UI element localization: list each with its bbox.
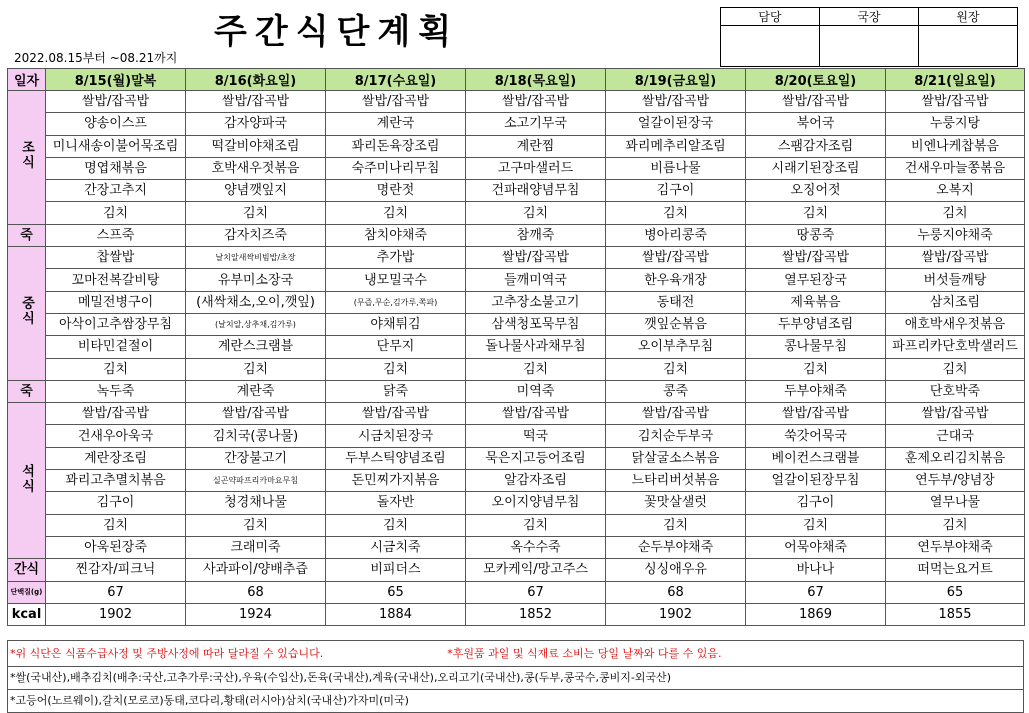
menu-item[interactable]: 꽈리고추멸치볶음: [46, 470, 186, 492]
porridge2-cell[interactable]: 미역죽: [466, 380, 606, 402]
breakfast-label-text: 조식: [19, 140, 34, 171]
menu-item[interactable]: 야채튀김: [326, 313, 466, 335]
kcal-cell[interactable]: 1852: [466, 603, 606, 625]
porridge1-row: [8, 224, 1025, 246]
menu-item[interactable]: 순두부야채죽: [606, 536, 746, 558]
day-header: 8/19(금요일): [606, 69, 746, 91]
menu-item[interactable]: 김치: [606, 202, 746, 224]
protein-cell[interactable]: 67: [466, 581, 606, 603]
menu-item[interactable]: 누룽지탕: [886, 113, 1025, 135]
menu-item[interactable]: 쌀밥/잡곡밥: [326, 91, 466, 113]
menu-item[interactable]: 김치: [606, 514, 746, 536]
menu-item[interactable]: 김구이: [746, 492, 886, 514]
menu-item[interactable]: 두부스틱양념조림: [326, 447, 466, 469]
menu-item[interactable]: 김치: [46, 514, 186, 536]
dinner-row: [8, 492, 1025, 514]
menu-item[interactable]: 시금치죽: [326, 536, 466, 558]
menu-item[interactable]: 명엽채볶음: [46, 157, 186, 179]
protein-cell[interactable]: 68: [186, 581, 326, 603]
menu-item[interactable]: 어묵야채죽: [746, 536, 886, 558]
menu-item[interactable]: 김치: [606, 358, 746, 380]
breakfast-row: [8, 157, 1025, 179]
porridge1-cell[interactable]: 병아리콩죽: [606, 224, 746, 246]
dinner-row: [8, 425, 1025, 447]
menu-item[interactable]: 김치: [746, 358, 886, 380]
date-header-row: [8, 69, 1025, 91]
menu-item[interactable]: 연두부/양념장: [886, 470, 1025, 492]
menu-item[interactable]: 돌자반: [326, 492, 466, 514]
kcal-label: kcal: [8, 603, 46, 625]
note-supply: *위 식단은 식품수급사정 및 주방사정에 따라 달라질 수 있습니다.: [10, 647, 324, 660]
porridge1-cell[interactable]: 감자치즈죽: [186, 224, 326, 246]
menu-item[interactable]: 계란찜: [466, 135, 606, 157]
menu-item[interactable]: 아욱된장죽: [46, 536, 186, 558]
menu-item[interactable]: 쌀밥/잡곡밥: [326, 403, 466, 425]
menu-item[interactable]: 김치순두부국: [606, 425, 746, 447]
menu-item[interactable]: 연두부야채죽: [886, 536, 1025, 558]
approval-staff: 담당: [721, 8, 820, 26]
breakfast-row: [8, 180, 1025, 202]
period-text: 2022.08.15부터 ~08.21까지: [14, 51, 178, 65]
menu-item[interactable]: (날치알,상추채,김가루): [186, 313, 326, 335]
day-header: 8/16(화요일): [186, 69, 326, 91]
porridge-label: 죽: [8, 224, 46, 246]
menu-item[interactable]: 메밀전병구이: [46, 291, 186, 313]
menu-item[interactable]: 김치: [746, 514, 886, 536]
menu-item[interactable]: 청경채나물: [186, 492, 326, 514]
menu-item[interactable]: 양념깻잎지: [186, 180, 326, 202]
menu-item[interactable]: 느타리버섯볶음: [606, 470, 746, 492]
menu-item[interactable]: 미니새송이불어묵조림: [46, 135, 186, 157]
porridge2-row: [8, 380, 1025, 402]
menu-item[interactable]: 깻잎순볶음: [606, 313, 746, 335]
signature-cell[interactable]: [820, 26, 919, 67]
menu-item[interactable]: 떡국: [466, 425, 606, 447]
menu-item[interactable]: 계란국: [326, 113, 466, 135]
note-donation: *후원품 과일 및 식재료 소비는 당일 날짜와 다를 수 있음.: [447, 647, 722, 660]
menu-item[interactable]: 김치: [46, 202, 186, 224]
dinner-row: [8, 470, 1025, 492]
protein-row: [8, 581, 1025, 603]
day-header: 8/15(월)말복: [46, 69, 186, 91]
menu-item[interactable]: 김치: [746, 202, 886, 224]
dinner-label-text: 석식: [19, 463, 34, 494]
menu-item[interactable]: 꽃맛살샐럿: [606, 492, 746, 514]
menu-item[interactable]: 열무나물: [886, 492, 1025, 514]
menu-item[interactable]: 양송이스프: [46, 113, 186, 135]
menu-item[interactable]: 동태전: [606, 291, 746, 313]
porridge1-cell[interactable]: 누룽지야채죽: [886, 224, 1025, 246]
lunch-row: [8, 336, 1025, 358]
menu-item[interactable]: 감자양파국: [186, 113, 326, 135]
menu-item[interactable]: 훈제오리김치볶음: [886, 447, 1025, 469]
menu-item[interactable]: 건새우마늘쫑볶음: [886, 157, 1025, 179]
menu-item[interactable]: (새싹채소,오이,깻잎): [186, 291, 326, 313]
approval-director: 국장: [820, 8, 919, 26]
menu-item[interactable]: 계란스크램블: [186, 336, 326, 358]
menu-item[interactable]: 시금치된장국: [326, 425, 466, 447]
menu-item[interactable]: 스팸감자조림: [746, 135, 886, 157]
menu-item[interactable]: 베이컨스크램블: [746, 447, 886, 469]
menu-item[interactable]: 유부미소장국: [186, 269, 326, 291]
menu-item[interactable]: 숙주미나리무침: [326, 157, 466, 179]
menu-item[interactable]: 찹쌀밥: [46, 247, 186, 269]
breakfast-row: [8, 113, 1025, 135]
breakfast-row: [8, 91, 1025, 113]
protein-cell[interactable]: 67: [746, 581, 886, 603]
menu-item[interactable]: 쌀밥/잡곡밥: [46, 403, 186, 425]
menu-item[interactable]: 북어국: [746, 113, 886, 135]
snack-cell[interactable]: 찐감자/피크닉: [46, 559, 186, 581]
menu-item[interactable]: 김치: [886, 514, 1025, 536]
menu-item[interactable]: 김치: [186, 358, 326, 380]
menu-item[interactable]: 비타민겉절이: [46, 336, 186, 358]
kcal-cell[interactable]: 1855: [886, 603, 1025, 625]
menu-item[interactable]: 김치: [326, 514, 466, 536]
kcal-cell[interactable]: 1924: [186, 603, 326, 625]
menu-item[interactable]: 날치알새싹비빔밥/초장: [186, 247, 326, 269]
dinner-label: [8, 403, 46, 559]
snack-cell[interactable]: 떠먹는요거트: [886, 559, 1025, 581]
menu-item[interactable]: 김치: [186, 514, 326, 536]
snack-row: [8, 559, 1025, 581]
menu-item[interactable]: 삼색청포묵무침: [466, 313, 606, 335]
menu-item[interactable]: 김치: [466, 202, 606, 224]
menu-item[interactable]: 삼치조림: [886, 291, 1025, 313]
menu-item[interactable]: 오이지양념무침: [466, 492, 606, 514]
menu-item[interactable]: 고추장소불고기: [466, 291, 606, 313]
menu-item[interactable]: 간장고추지: [46, 180, 186, 202]
menu-item[interactable]: 명란젓: [326, 180, 466, 202]
menu-item[interactable]: 쌀밥/잡곡밥: [466, 91, 606, 113]
menu-item[interactable]: 김치: [326, 202, 466, 224]
protein-cell[interactable]: 67: [46, 581, 186, 603]
day-header: 8/21(일요일): [886, 69, 1025, 91]
menu-item[interactable]: 얼갈이된장국: [606, 113, 746, 135]
menu-item[interactable]: 실곤약파프리카마요무침: [186, 470, 326, 492]
menu-item[interactable]: 쌀밥/잡곡밥: [746, 403, 886, 425]
menu-item[interactable]: 김치: [46, 358, 186, 380]
breakfast-row: [8, 135, 1025, 157]
menu-item[interactable]: 쌀밥/잡곡밥: [746, 91, 886, 113]
menu-item[interactable]: 간장불고기: [186, 447, 326, 469]
date-label: 일자: [8, 69, 46, 91]
menu-item[interactable]: 비름나물: [606, 157, 746, 179]
day-header: 8/17(수요일): [326, 69, 466, 91]
snack-cell[interactable]: 싱싱애우유: [606, 559, 746, 581]
lunch-row: [8, 291, 1025, 313]
porridge1-cell[interactable]: 스프죽: [46, 224, 186, 246]
lunch-row: [8, 269, 1025, 291]
menu-item[interactable]: 근대국: [886, 425, 1025, 447]
menu-item[interactable]: 김치국(콩나물): [186, 425, 326, 447]
lunch-row: [8, 358, 1025, 380]
menu-item[interactable]: 김치: [466, 358, 606, 380]
menu-item[interactable]: 아삭이고추쌈장무침: [46, 313, 186, 335]
menu-item[interactable]: 꽈리돈육장조림: [326, 135, 466, 157]
porridge2-cell[interactable]: 콩죽: [606, 380, 746, 402]
kcal-cell[interactable]: 1869: [746, 603, 886, 625]
menu-item[interactable]: 알감자조림: [466, 470, 606, 492]
menu-item[interactable]: 크래미죽: [186, 536, 326, 558]
menu-item[interactable]: 파프리카단호박샐러드: [886, 336, 1025, 358]
protein-cell[interactable]: 68: [606, 581, 746, 603]
kcal-cell[interactable]: 1884: [326, 603, 466, 625]
menu-table: [7, 68, 1025, 626]
lunch-label-text: 중식: [19, 296, 34, 327]
menu-item[interactable]: 떡갈비야채조림: [186, 135, 326, 157]
porridge1-cell[interactable]: 땅콩죽: [746, 224, 886, 246]
menu-item[interactable]: 쌀밥/잡곡밥: [186, 403, 326, 425]
menu-item[interactable]: 쌀밥/잡곡밥: [466, 247, 606, 269]
lunch-label: [8, 247, 46, 381]
signature-cell[interactable]: [721, 26, 820, 67]
menu-item[interactable]: 계란장조림: [46, 447, 186, 469]
menu-item[interactable]: 김치: [886, 358, 1025, 380]
menu-item[interactable]: 오징어젓: [746, 180, 886, 202]
menu-item[interactable]: 한우육개장: [606, 269, 746, 291]
menu-item[interactable]: 애호박새우젓볶음: [886, 313, 1025, 335]
menu-item[interactable]: 시래기된장조림: [746, 157, 886, 179]
snack-cell[interactable]: 사과파이/양배추즙: [186, 559, 326, 581]
dinner-row: [8, 536, 1025, 558]
menu-item[interactable]: 쌀밥/잡곡밥: [606, 91, 746, 113]
page-title: 주간식단계획: [214, 12, 460, 52]
menu-item[interactable]: 쌀밥/잡곡밥: [46, 91, 186, 113]
porridge2-cell[interactable]: 계란죽: [186, 380, 326, 402]
menu-item[interactable]: 호박새우젓볶음: [186, 157, 326, 179]
lunch-row: [8, 247, 1025, 269]
menu-item[interactable]: 건파래양념무침: [466, 180, 606, 202]
menu-item[interactable]: 건새우아욱국: [46, 425, 186, 447]
menu-item[interactable]: 꼬마전복갈비탕: [46, 269, 186, 291]
menu-item[interactable]: 꽈리메추리알조림: [606, 135, 746, 157]
menu-item[interactable]: 쌀밥/잡곡밥: [746, 247, 886, 269]
porridge2-cell[interactable]: 단호박죽: [886, 380, 1025, 402]
approval-box: [720, 7, 1018, 67]
menu-item[interactable]: 단무지: [326, 336, 466, 358]
snack-cell[interactable]: 모카케익/망고주스: [466, 559, 606, 581]
menu-item[interactable]: 열무된장국: [746, 269, 886, 291]
menu-item[interactable]: 얼갈이된장무침: [746, 470, 886, 492]
menu-item[interactable]: 김치: [326, 358, 466, 380]
menu-item[interactable]: 쌀밥/잡곡밥: [466, 403, 606, 425]
lunch-row: [8, 313, 1025, 335]
menu-item[interactable]: 추가밥: [326, 247, 466, 269]
protein-cell[interactable]: 65: [886, 581, 1025, 603]
porridge2-cell[interactable]: 닭죽: [326, 380, 466, 402]
kcal-cell[interactable]: 1902: [606, 603, 746, 625]
menu-item[interactable]: 버섯들깨탕: [886, 269, 1025, 291]
snack-cell[interactable]: 바나나: [746, 559, 886, 581]
menu-item[interactable]: 쌀밥/잡곡밥: [886, 403, 1025, 425]
menu-item[interactable]: (무즙,무순,김가루,쪽파): [326, 291, 466, 313]
menu-item[interactable]: 김치: [186, 202, 326, 224]
menu-item[interactable]: 오이부추무침: [606, 336, 746, 358]
menu-item[interactable]: 쑥갓어묵국: [746, 425, 886, 447]
day-header: 8/20(토요일): [746, 69, 886, 91]
menu-item[interactable]: 김치: [466, 514, 606, 536]
menu-item[interactable]: 제육볶음: [746, 291, 886, 313]
menu-item[interactable]: 콩나물무침: [746, 336, 886, 358]
protein-label: 단백질(g): [8, 581, 46, 603]
day-header: 8/18(목요일): [466, 69, 606, 91]
menu-item[interactable]: 비엔나케찹볶음: [886, 135, 1025, 157]
menu-item[interactable]: 두부양념조림: [746, 313, 886, 335]
porridge1-cell[interactable]: 참치야채죽: [326, 224, 466, 246]
menu-item[interactable]: 들깨미역국: [466, 269, 606, 291]
menu-item[interactable]: 돌나물사과채무침: [466, 336, 606, 358]
menu-item[interactable]: 닭살굴소스볶음: [606, 447, 746, 469]
menu-item[interactable]: 김치: [886, 202, 1025, 224]
menu-item[interactable]: 김구이: [606, 180, 746, 202]
menu-item[interactable]: 묵은지고등어조림: [466, 447, 606, 469]
menu-item[interactable]: 옥수수죽: [466, 536, 606, 558]
menu-item[interactable]: 고구마샐러드: [466, 157, 606, 179]
porridge1-cell[interactable]: 참깨죽: [466, 224, 606, 246]
breakfast-label: [8, 91, 46, 225]
porridge2-cell[interactable]: 녹두죽: [46, 380, 186, 402]
approval-head: 원장: [919, 8, 1018, 26]
menu-item[interactable]: 쌀밥/잡곡밥: [886, 247, 1025, 269]
dinner-row: [8, 447, 1025, 469]
kcal-row: [8, 603, 1025, 625]
dinner-row: [8, 514, 1025, 536]
menu-item[interactable]: 돈민찌가지볶음: [326, 470, 466, 492]
menu-item[interactable]: 쌀밥/잡곡밥: [606, 247, 746, 269]
menu-item[interactable]: 쌀밥/잡곡밥: [606, 403, 746, 425]
snack-cell[interactable]: 비피더스: [326, 559, 466, 581]
protein-cell[interactable]: 65: [326, 581, 466, 603]
breakfast-row: [8, 202, 1025, 224]
porridge2-cell[interactable]: 두부야채죽: [746, 380, 886, 402]
menu-item[interactable]: 쌀밥/잡곡밥: [186, 91, 326, 113]
menu-item[interactable]: 소고기무국: [466, 113, 606, 135]
note-origin-fish: *고등어(노르웨이),갈치(모로코)동태,코다리,황태(러시아)삼치(국내산)가자미(미국): [7, 690, 1024, 713]
menu-item[interactable]: 오복지: [886, 180, 1025, 202]
menu-item[interactable]: 냉모밀국수: [326, 269, 466, 291]
dinner-row: [8, 403, 1025, 425]
menu-item[interactable]: 쌀밥/잡곡밥: [886, 91, 1025, 113]
kcal-cell[interactable]: 1902: [46, 603, 186, 625]
note-origin-meat: *쌀(국내산),배추김치(배추:국산,고추가루:국산),우육(수입산),돈육(국내산),계육(국내산),오리고기(국내산),콩(두부,콩국수,콩비지-외국산): [7, 666, 1024, 690]
menu-item[interactable]: 김구이: [46, 492, 186, 514]
notes: [7, 640, 1024, 713]
signature-cell[interactable]: [919, 26, 1018, 67]
porridge-label: 죽: [8, 380, 46, 402]
snack-label: 간식: [8, 559, 46, 581]
